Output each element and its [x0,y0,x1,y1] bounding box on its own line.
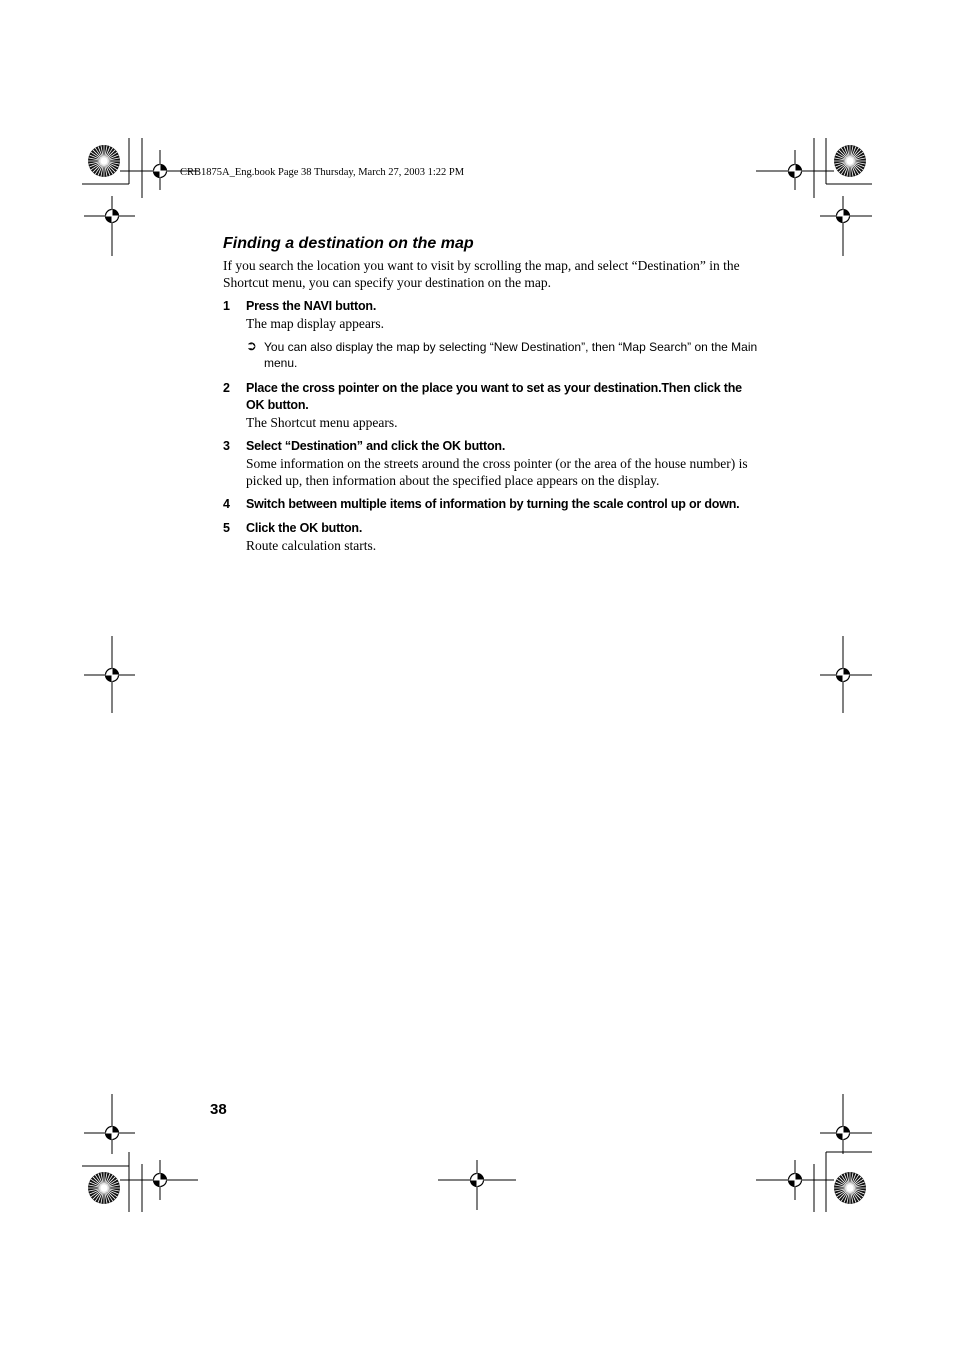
step-2 [223,380,763,431]
step-number: 4 [223,497,230,511]
section-title: Finding a destination on the map [223,235,474,252]
step-title: Select “Destination” and click the OK button. [246,439,506,453]
step-1 [223,298,763,371]
step-title: Switch between multiple items of information by turning the scale control up or down. [246,497,740,511]
step-3 [223,438,763,489]
step-title: Click the OK button. [246,521,363,535]
page-content [223,234,763,561]
step-number: 5 [223,521,230,535]
step-4 [223,496,763,513]
step-description: Some information on the streets around the cross pointer (or the area of the house number) is picked up, then information about the specified place appears on the display. [246,456,748,488]
step-number: 2 [223,381,230,395]
step-number: 3 [223,439,230,453]
note-arrow-icon: ➲ [246,338,257,353]
note [246,339,763,371]
section-intro: If you search the location you want to visit by scrolling the map, and select “Destination” in the Shortcut menu, you can specify your destination on the map. [223,258,740,290]
step-title: Press the NAVI button. [246,299,377,313]
page-number: 38 [210,1101,227,1118]
step-description: The Shortcut menu appears. [246,415,398,430]
step-title: Place the cross pointer on the place you want to set as your destination.Then click the OK button. [246,381,742,412]
note-text: You can also display the map by selecting “New Destination”, then “Map Search” on the Main menu. [264,340,758,370]
step-number: 1 [223,299,230,313]
step-description: Route calculation starts. [246,538,377,553]
file-info-header: CRB1875A_Eng.book Page 38 Thursday, March 27, 2003 1:22 PM [180,167,465,178]
step-5 [223,520,763,554]
step-description: The map display appears. [246,316,384,331]
